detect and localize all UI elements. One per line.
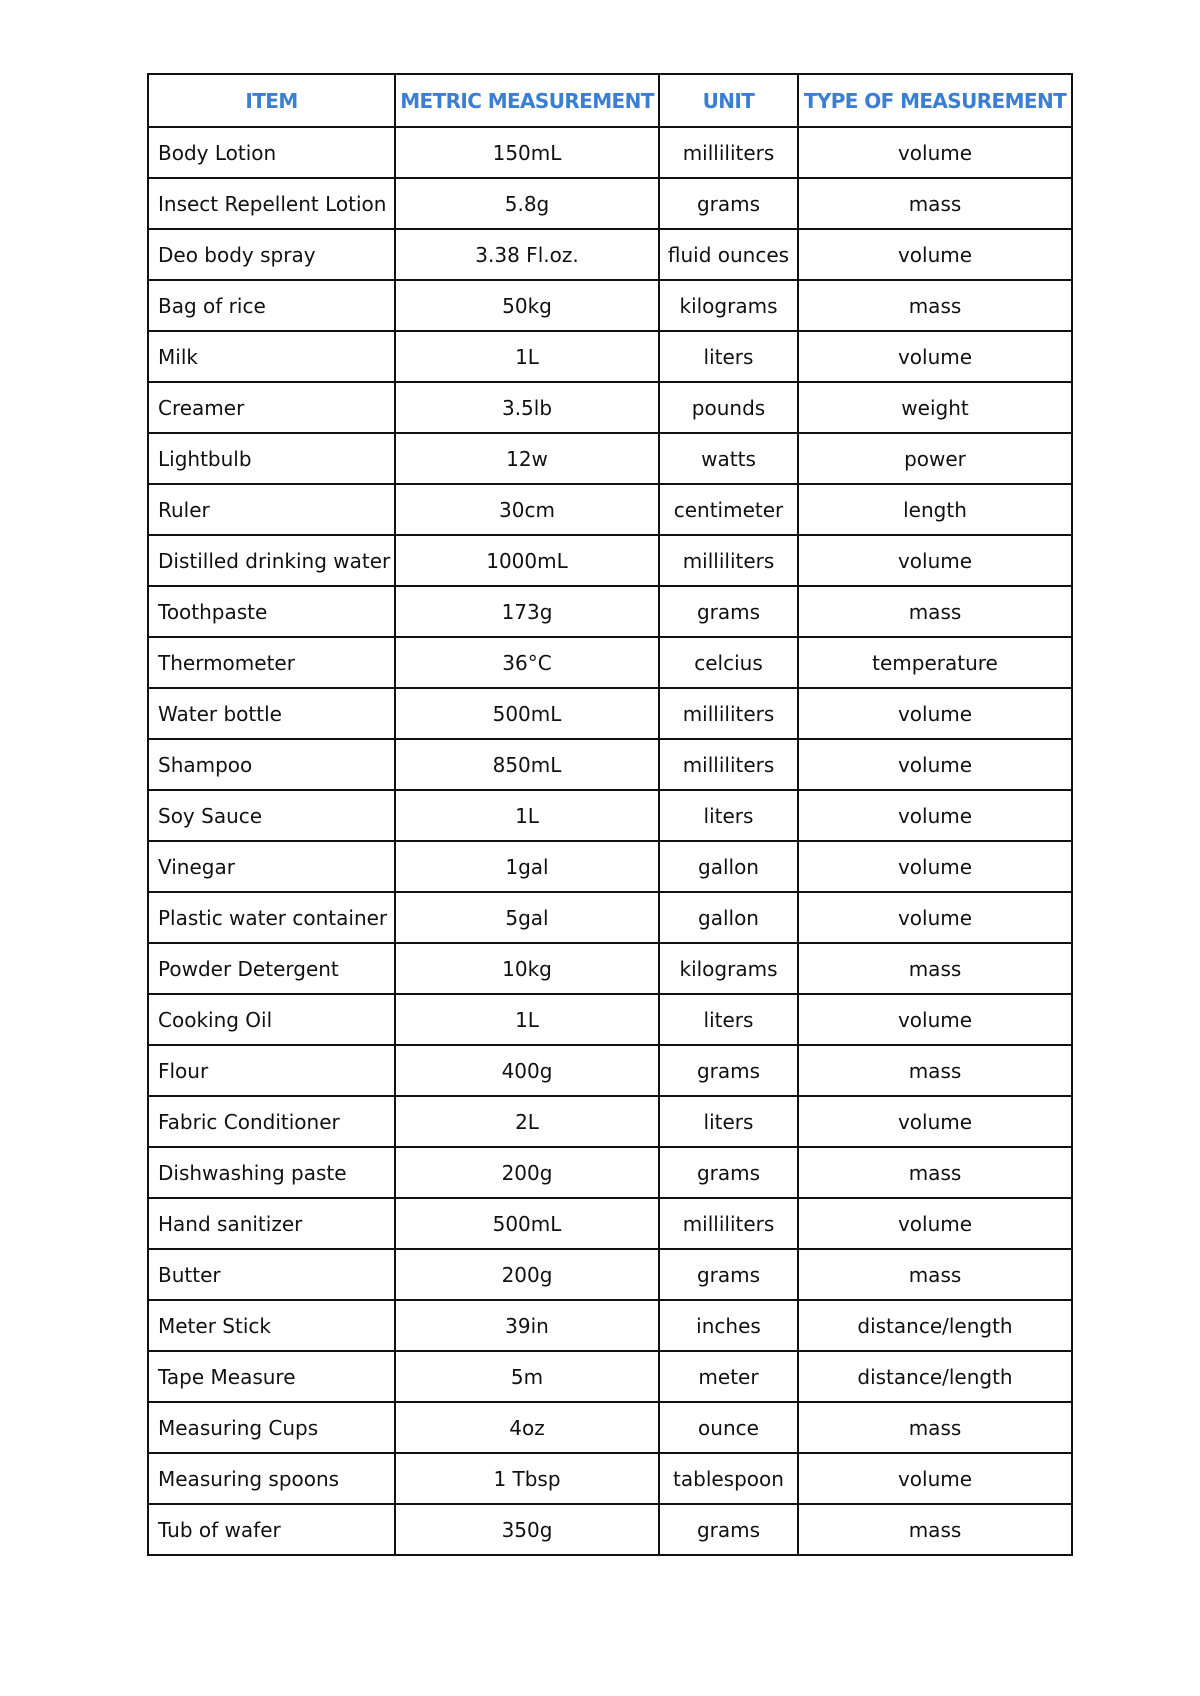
cell-metric-measurement: 850mL — [395, 739, 659, 790]
cell-type-of-measurement: distance/length — [798, 1351, 1072, 1402]
cell-unit: milliliters — [659, 127, 798, 178]
header-item: ITEM — [148, 74, 395, 127]
table-body — [148, 127, 1072, 1555]
cell-item: Ruler — [148, 484, 395, 535]
cell-type-of-measurement: mass — [798, 943, 1072, 994]
table-header-row — [148, 74, 1072, 127]
cell-metric-measurement: 5gal — [395, 892, 659, 943]
table-row — [148, 484, 1072, 535]
table-row — [148, 229, 1072, 280]
cell-type-of-measurement: mass — [798, 1147, 1072, 1198]
cell-type-of-measurement: volume — [798, 892, 1072, 943]
cell-item: Plastic water container — [148, 892, 395, 943]
cell-metric-measurement: 1gal — [395, 841, 659, 892]
cell-metric-measurement: 3.5lb — [395, 382, 659, 433]
cell-unit: pounds — [659, 382, 798, 433]
cell-metric-measurement: 4oz — [395, 1402, 659, 1453]
cell-item: Distilled drinking water — [148, 535, 395, 586]
cell-unit: gallon — [659, 841, 798, 892]
table-row — [148, 688, 1072, 739]
cell-type-of-measurement: power — [798, 433, 1072, 484]
cell-item: Bag of rice — [148, 280, 395, 331]
header-metric-measurement: METRIC MEASUREMENT — [395, 74, 659, 127]
cell-item: Toothpaste — [148, 586, 395, 637]
cell-unit: tablespoon — [659, 1453, 798, 1504]
cell-type-of-measurement: mass — [798, 1249, 1072, 1300]
header-type-of-measurement: TYPE OF MEASUREMENT — [798, 74, 1072, 127]
table-row — [148, 637, 1072, 688]
cell-unit: centimeter — [659, 484, 798, 535]
cell-metric-measurement: 5m — [395, 1351, 659, 1402]
header-unit: UNIT — [659, 74, 798, 127]
cell-unit: milliliters — [659, 535, 798, 586]
cell-metric-measurement: 350g — [395, 1504, 659, 1555]
table-row — [148, 1249, 1072, 1300]
cell-metric-measurement: 36°C — [395, 637, 659, 688]
cell-item: Milk — [148, 331, 395, 382]
cell-item: Tub of wafer — [148, 1504, 395, 1555]
cell-unit: milliliters — [659, 739, 798, 790]
cell-type-of-measurement: volume — [798, 1096, 1072, 1147]
table-row — [148, 586, 1072, 637]
cell-metric-measurement: 1L — [395, 790, 659, 841]
cell-type-of-measurement: mass — [798, 178, 1072, 229]
cell-unit: kilograms — [659, 943, 798, 994]
cell-unit: grams — [659, 178, 798, 229]
cell-item: Lightbulb — [148, 433, 395, 484]
cell-metric-measurement: 39in — [395, 1300, 659, 1351]
cell-unit: grams — [659, 1249, 798, 1300]
cell-item: Shampoo — [148, 739, 395, 790]
cell-type-of-measurement: mass — [798, 1045, 1072, 1096]
cell-metric-measurement: 1L — [395, 331, 659, 382]
table-row — [148, 331, 1072, 382]
cell-unit: grams — [659, 1504, 798, 1555]
cell-metric-measurement: 1L — [395, 994, 659, 1045]
cell-type-of-measurement: volume — [798, 1198, 1072, 1249]
cell-type-of-measurement: weight — [798, 382, 1072, 433]
cell-unit: grams — [659, 586, 798, 637]
cell-unit: fluid ounces — [659, 229, 798, 280]
cell-metric-measurement: 200g — [395, 1249, 659, 1300]
cell-item: Soy Sauce — [148, 790, 395, 841]
cell-metric-measurement: 400g — [395, 1045, 659, 1096]
table-row — [148, 1402, 1072, 1453]
cell-unit: inches — [659, 1300, 798, 1351]
cell-unit: kilograms — [659, 280, 798, 331]
cell-metric-measurement: 500mL — [395, 688, 659, 739]
cell-unit: meter — [659, 1351, 798, 1402]
cell-unit: grams — [659, 1147, 798, 1198]
cell-type-of-measurement: mass — [798, 280, 1072, 331]
cell-unit: liters — [659, 994, 798, 1045]
cell-unit: celcius — [659, 637, 798, 688]
cell-type-of-measurement: mass — [798, 1504, 1072, 1555]
cell-type-of-measurement: volume — [798, 229, 1072, 280]
table-row — [148, 790, 1072, 841]
cell-type-of-measurement: volume — [798, 127, 1072, 178]
cell-item: Deo body spray — [148, 229, 395, 280]
cell-metric-measurement: 1 Tbsp — [395, 1453, 659, 1504]
table-row — [148, 1147, 1072, 1198]
cell-type-of-measurement: length — [798, 484, 1072, 535]
table-row — [148, 178, 1072, 229]
cell-type-of-measurement: mass — [798, 1402, 1072, 1453]
cell-item: Measuring Cups — [148, 1402, 395, 1453]
cell-metric-measurement: 12w — [395, 433, 659, 484]
cell-metric-measurement: 500mL — [395, 1198, 659, 1249]
cell-type-of-measurement: volume — [798, 535, 1072, 586]
table-row — [148, 994, 1072, 1045]
cell-type-of-measurement: volume — [798, 994, 1072, 1045]
table-row — [148, 1504, 1072, 1555]
cell-unit: gallon — [659, 892, 798, 943]
cell-type-of-measurement: volume — [798, 790, 1072, 841]
table-row — [148, 1096, 1072, 1147]
table-row — [148, 943, 1072, 994]
cell-unit: grams — [659, 1045, 798, 1096]
cell-item: Thermometer — [148, 637, 395, 688]
cell-item: Butter — [148, 1249, 395, 1300]
cell-metric-measurement: 30cm — [395, 484, 659, 535]
table-row — [148, 1198, 1072, 1249]
table-row — [148, 127, 1072, 178]
cell-type-of-measurement: distance/length — [798, 1300, 1072, 1351]
table-row — [148, 1453, 1072, 1504]
cell-metric-measurement: 173g — [395, 586, 659, 637]
cell-unit: milliliters — [659, 1198, 798, 1249]
cell-item: Water bottle — [148, 688, 395, 739]
cell-item: Measuring spoons — [148, 1453, 395, 1504]
cell-type-of-measurement: volume — [798, 739, 1072, 790]
cell-type-of-measurement: volume — [798, 841, 1072, 892]
table-row — [148, 1300, 1072, 1351]
cell-item: Vinegar — [148, 841, 395, 892]
cell-item: Tape Measure — [148, 1351, 395, 1402]
cell-metric-measurement: 5.8g — [395, 178, 659, 229]
cell-type-of-measurement: volume — [798, 688, 1072, 739]
cell-metric-measurement: 10kg — [395, 943, 659, 994]
cell-unit: liters — [659, 1096, 798, 1147]
cell-metric-measurement: 200g — [395, 1147, 659, 1198]
cell-type-of-measurement: temperature — [798, 637, 1072, 688]
cell-item: Dishwashing paste — [148, 1147, 395, 1198]
table-row — [148, 433, 1072, 484]
cell-item: Body Lotion — [148, 127, 395, 178]
table-row — [148, 1045, 1072, 1096]
cell-item: Hand sanitizer — [148, 1198, 395, 1249]
table-row — [148, 382, 1072, 433]
cell-metric-measurement: 3.38 Fl.oz. — [395, 229, 659, 280]
cell-item: Cooking Oil — [148, 994, 395, 1045]
measurement-table — [147, 73, 1073, 1556]
cell-item: Powder Detergent — [148, 943, 395, 994]
cell-type-of-measurement: volume — [798, 1453, 1072, 1504]
cell-type-of-measurement: mass — [798, 586, 1072, 637]
table-row — [148, 892, 1072, 943]
table-row — [148, 841, 1072, 892]
cell-unit: ounce — [659, 1402, 798, 1453]
cell-unit: liters — [659, 331, 798, 382]
cell-unit: liters — [659, 790, 798, 841]
cell-item: Insect Repellent Lotion — [148, 178, 395, 229]
cell-unit: milliliters — [659, 688, 798, 739]
table-row — [148, 1351, 1072, 1402]
cell-metric-measurement: 150mL — [395, 127, 659, 178]
cell-metric-measurement: 2L — [395, 1096, 659, 1147]
cell-item: Flour — [148, 1045, 395, 1096]
cell-item: Creamer — [148, 382, 395, 433]
cell-unit: watts — [659, 433, 798, 484]
cell-metric-measurement: 50kg — [395, 280, 659, 331]
cell-type-of-measurement: volume — [798, 331, 1072, 382]
cell-metric-measurement: 1000mL — [395, 535, 659, 586]
cell-item: Meter Stick — [148, 1300, 395, 1351]
cell-item: Fabric Conditioner — [148, 1096, 395, 1147]
table-row — [148, 280, 1072, 331]
table-row — [148, 535, 1072, 586]
table-row — [148, 739, 1072, 790]
